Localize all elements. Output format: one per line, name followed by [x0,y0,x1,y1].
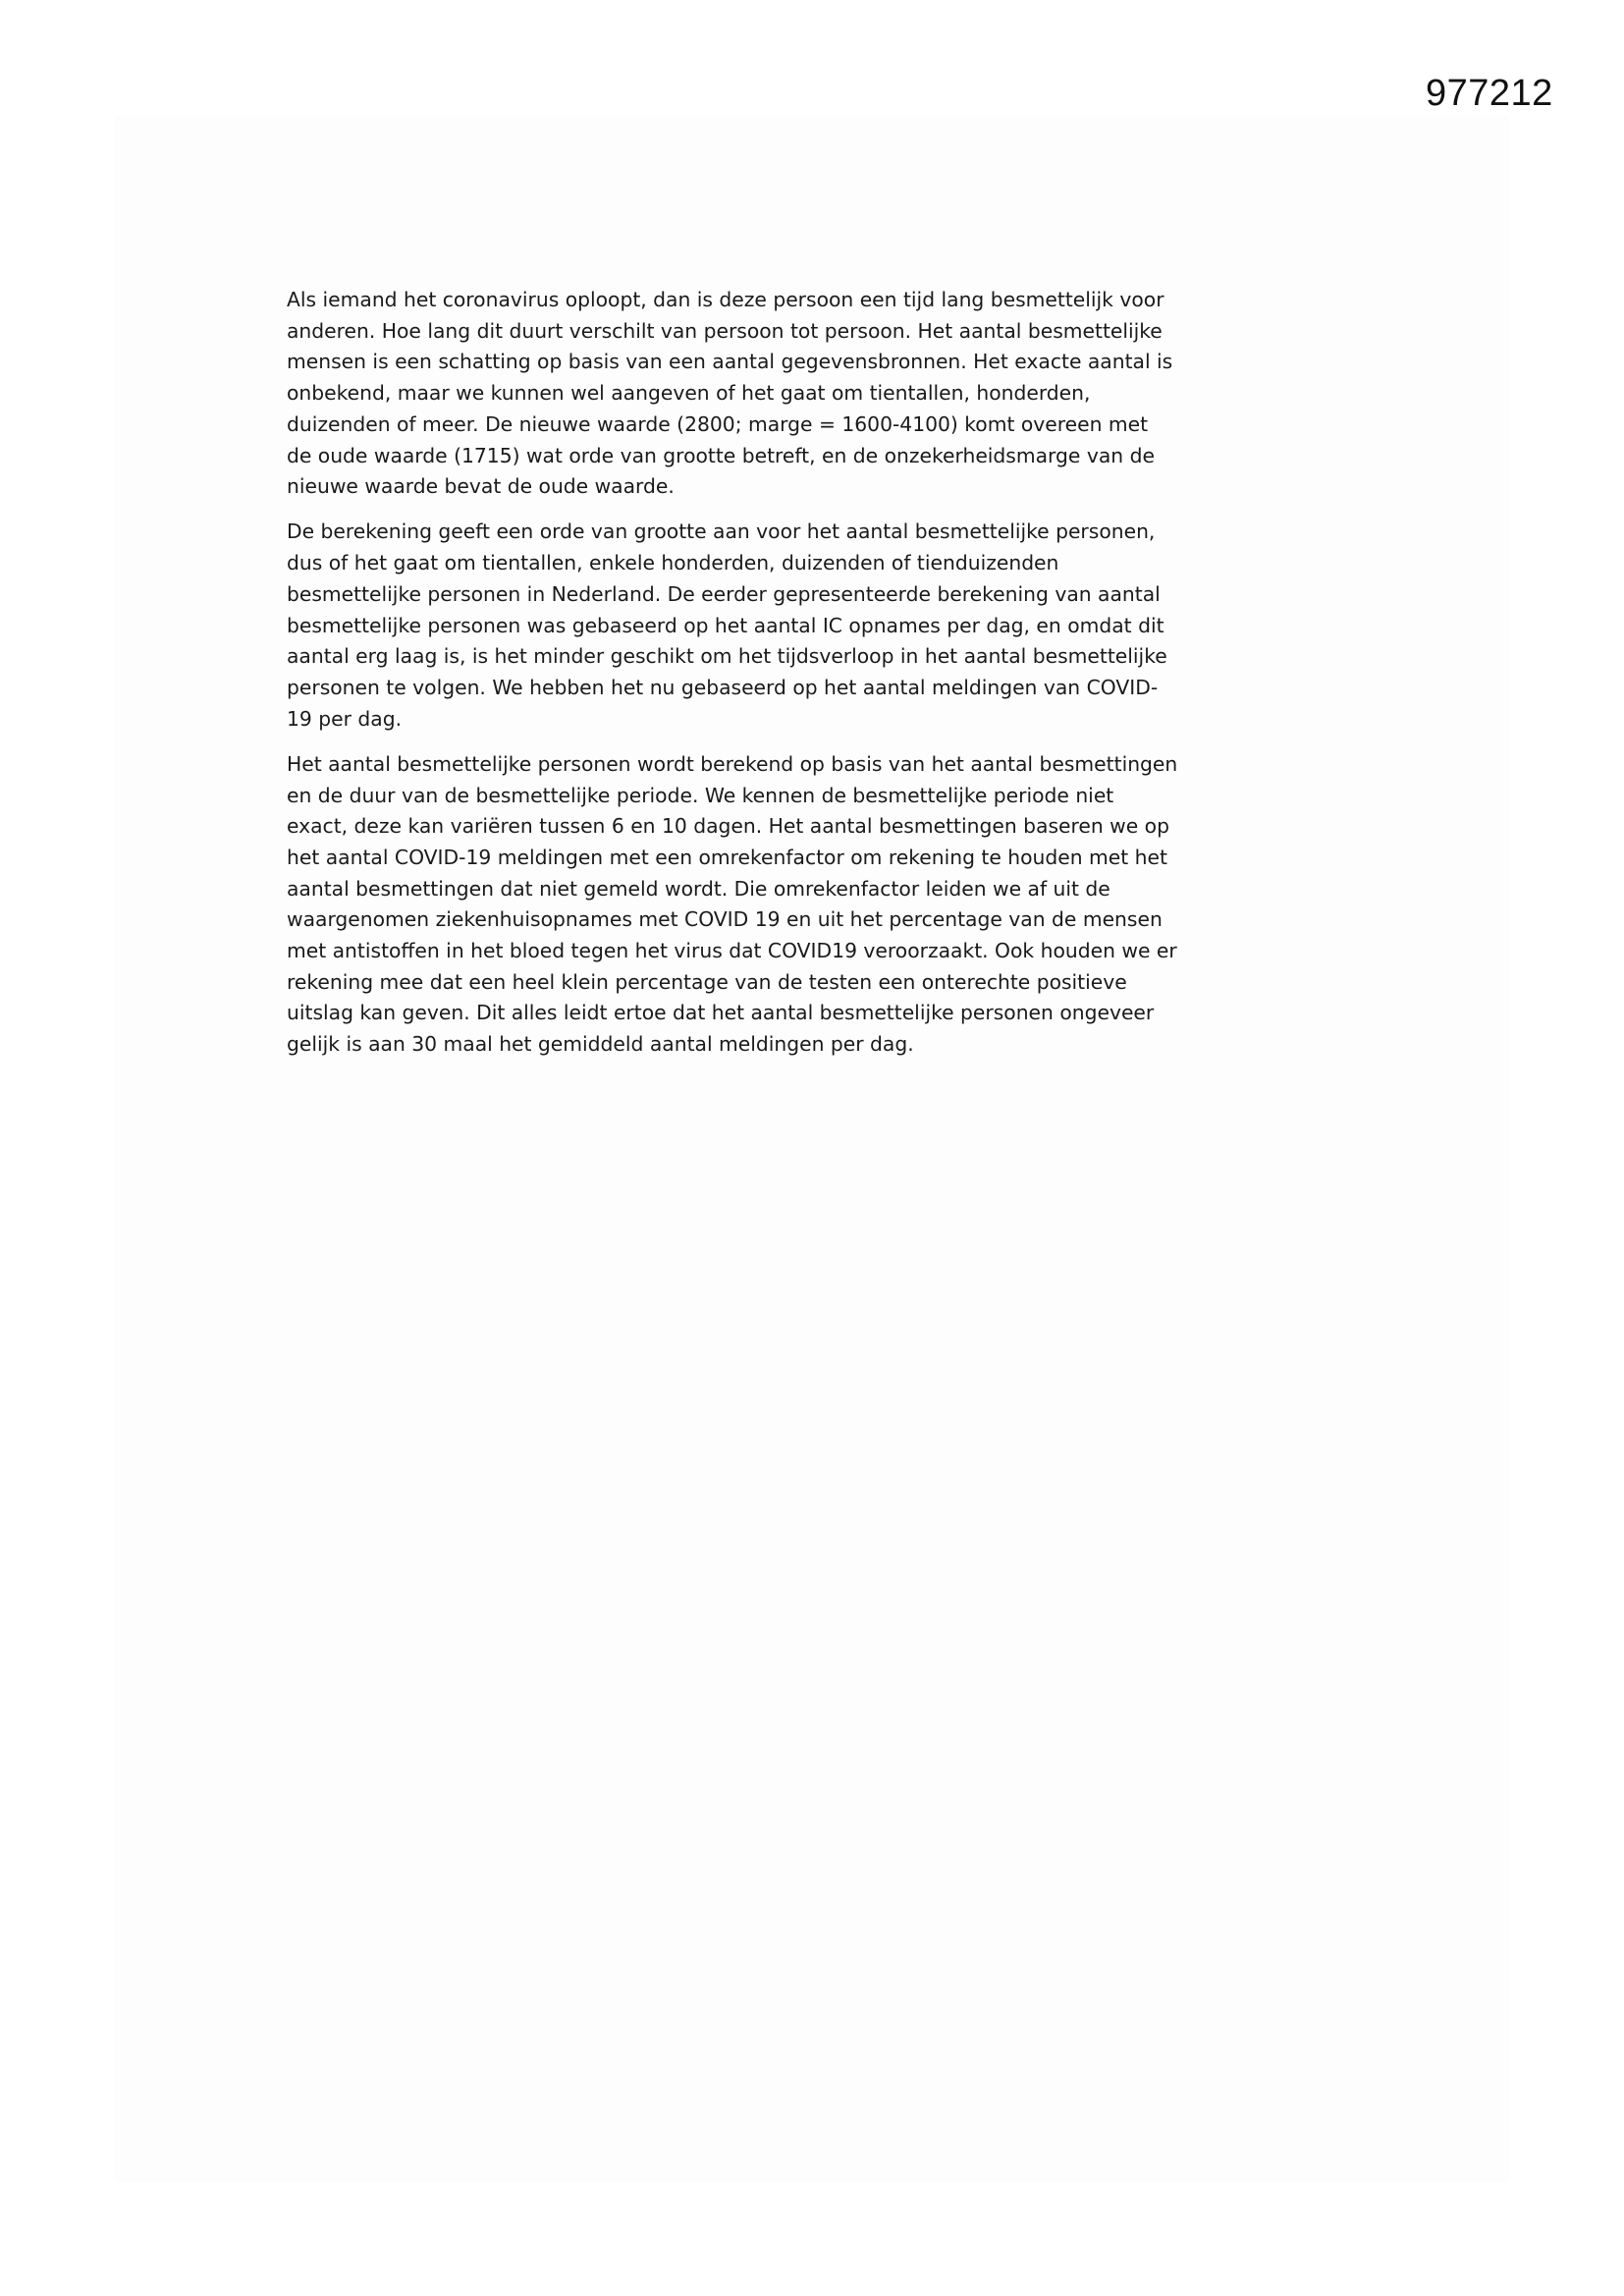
text-line: het aantal COVID-19 meldingen met een omrekenfactor om rekening te houden met het [287,845,1167,869]
text-line: dus of het gaat om tientallen, enkele honderden, duizenden of tienduizenden [287,551,1059,575]
paragraph-2 [287,517,1367,735]
document-number: 977212 [1426,73,1553,114]
text-line: en de duur van de besmettelijke periode. We kennen de besmettelijke periode niet [287,783,1114,807]
text-line: mensen is een schatting op basis van een aantal gegevensbronnen. Het exacte aantal is [287,350,1173,374]
text-line: personen te volgen. We hebben het nu gebaseerd op het aantal meldingen van COVID- [287,675,1159,699]
text-line: besmettelijke personen was gebaseerd op het aantal IC opnames per dag, en omdat dit [287,613,1164,637]
text-line: aantal erg laag is, is het minder geschikt om het tijdsverloop in het aantal besmettelijke [287,644,1167,669]
text-line: nieuwe waarde bevat de oude waarde. [287,474,675,499]
text-line: met antistoffen in het bloed tegen het virus dat COVID19 veroorzaakt. Ook houden we er [287,939,1177,963]
text-line: exact, deze kan variëren tussen 6 en 10 dagen. Het aantal besmettingen baseren we op [287,814,1169,839]
text-line: aantal besmettingen dat niet gemeld wordt. Die omrekenfactor leiden we af uit de [287,876,1110,901]
text-line: gelijk is aan 30 maal het gemiddeld aantal meldingen per dag. [287,1032,914,1057]
text-line: De berekening geeft een orde van grootte aan voor het aantal besmettelijke personen, [287,519,1156,544]
text-line: besmettelijke personen in Nederland. De eerder gepresenteerde berekening van aantal [287,581,1161,606]
paragraph-1 [287,285,1367,503]
text-line: anderen. Hoe lang dit duurt verschilt van persoon tot persoon. Het aantal besmettelijke [287,318,1163,343]
document-body [287,285,1367,1074]
text-line: onbekend, maar we kunnen wel aangeven of het gaat om tientallen, honderden, [287,381,1091,406]
text-line: uitslag kan geven. Dit alles leidt ertoe dat het aantal besmettelijke personen ongeveer [287,1001,1155,1025]
text-line: Het aantal besmettelijke personen wordt berekend op basis van het aantal besmettingen [287,751,1178,776]
paragraph-3 [287,749,1367,1061]
text-line: de oude waarde (1715) wat orde van grootte betreft, en de onzekerheidsmarge van de [287,443,1155,467]
text-line: 19 per dag. [287,706,403,731]
text-line: rekening mee dat een heel klein percentage van de testen een onterechte positieve [287,969,1127,994]
text-line: waargenomen ziekenhuisopnames met COVID 19 en uit het percentage van de mensen [287,907,1163,932]
text-line: duizenden of meer. De nieuwe waarde (2800; marge = 1600-4100) komt overeen met [287,411,1149,436]
text-line: Als iemand het coronavirus oploopt, dan is deze persoon een tijd lang besmettelijk voor [287,288,1164,311]
